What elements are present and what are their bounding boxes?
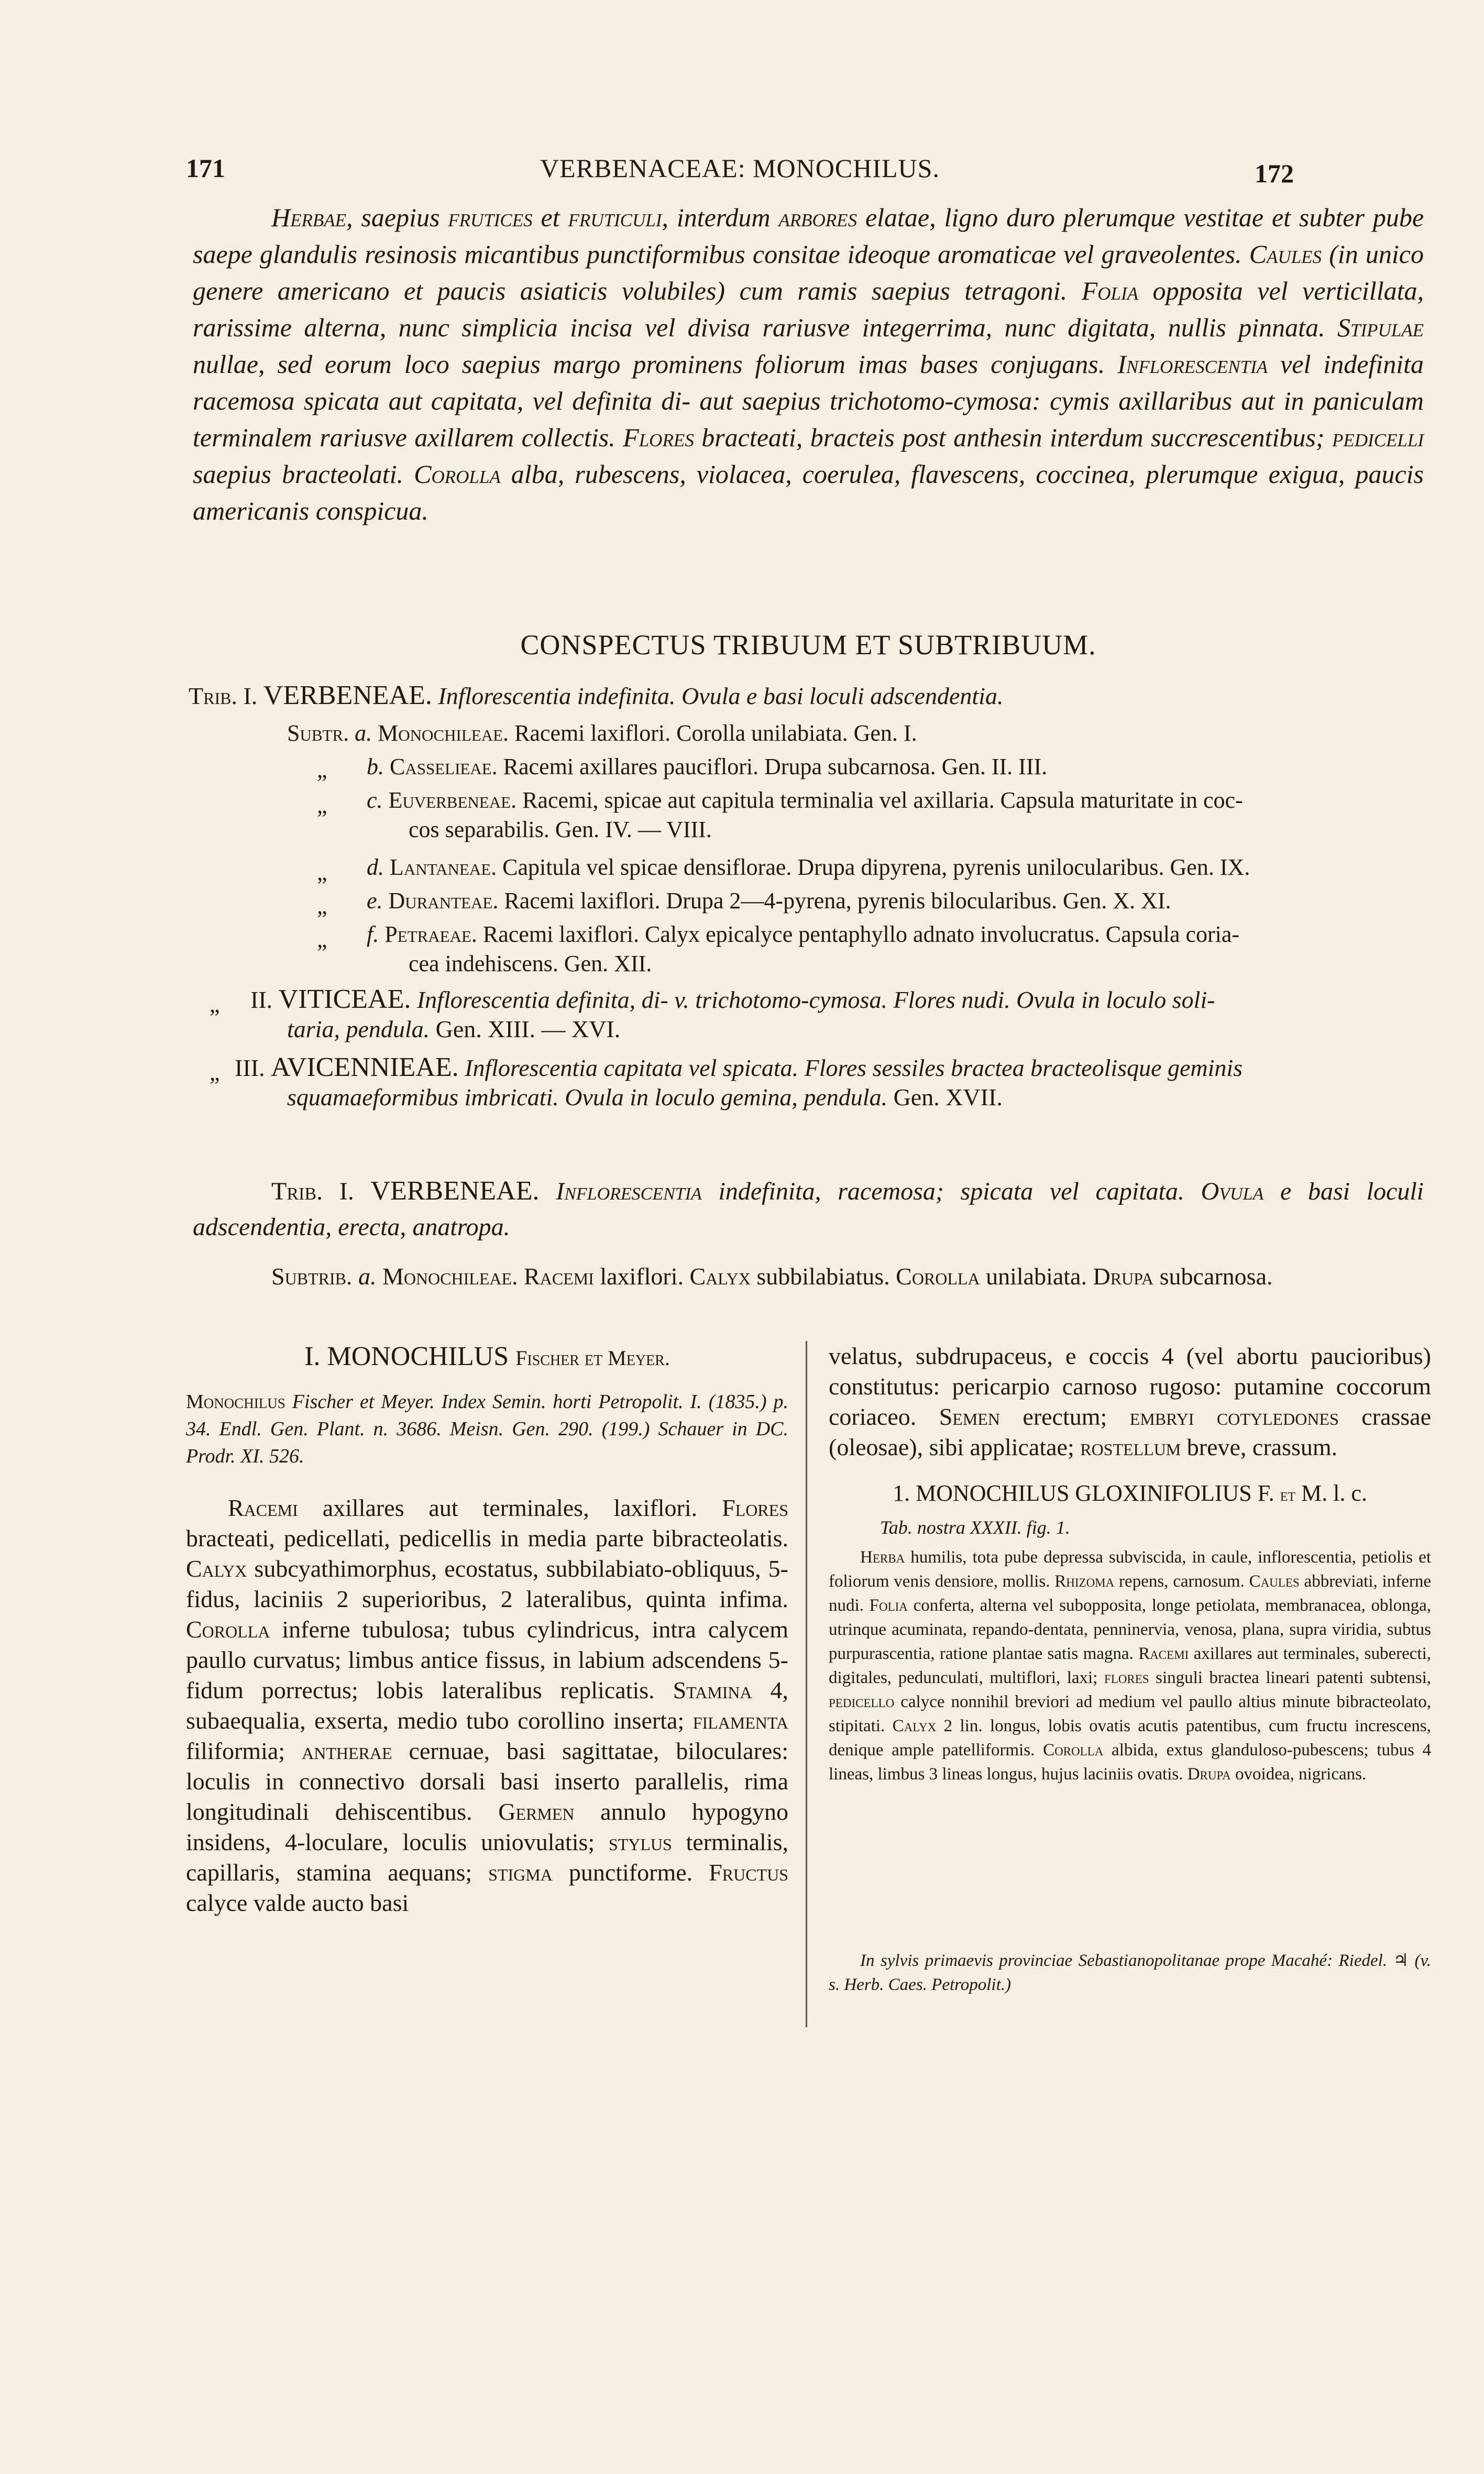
tribe-genera: Gen. XVII. [887,1084,1003,1110]
term: filamenta [692,1707,788,1734]
subtribe-name: Petraeae. [384,921,477,947]
tribe-heading-verbeneae [193,1173,1424,1245]
ditto-mark: „ [210,1060,220,1085]
text: conferta, alterna vel subopposita, longe petiolata, membranacea, oblonga, utrinque acuminata, repando-dentata, penninervia, venosa, plana, supra viridia, subtus purpurascentia, ratione plantae satis magna. [829,1596,1432,1663]
ditto-mark: „ [210,992,220,1017]
genus-authors: Fischer et Meyer. [515,1346,670,1370]
subtribe-text: Racemi axillares pauciflori. Drupa subcarnosa. Gen. II. III. [503,754,1048,779]
conspectus-title: CONSPECTUS TRIBUUM ET SUBTRIBUUM. [520,629,1096,661]
letter: d. [367,854,384,880]
text: subbilabiatus. [750,1263,896,1290]
species-heading [829,1480,1431,1507]
text: ovoidea, nigricans. [1230,1765,1367,1784]
letter: b. [367,754,384,779]
plate-reference: Tab. nostra XXXII. fig. 1. [880,1517,1070,1538]
text: punctiforme. [552,1859,709,1886]
text: (in unico genere americano et paucis asiaticis volubiles) cum ramis saepius tetragoni. [193,239,1424,305]
column-divider [806,1341,807,2027]
text: elatae, ligno duro plerumque vestitae et subter pube saepe glandulis resinosis micantibus punctiformibus consitae ideoque aromaticae vel graveolentes. [193,203,1424,269]
tribe-text: squamaeformibus imbricati. Ovula in loculo gemina, pendula. [287,1084,888,1110]
family-description [193,199,1424,529]
species-et: et [1280,1486,1296,1505]
text: cernuae, basi sagittatae, biloculares: loculis in connectivo dorsali basi inserto parallelis, rima longitudinali dehiscentibus. [186,1738,788,1825]
ref-name: Monochilus [186,1391,285,1413]
ditto-mark: „ [317,793,327,818]
term: stylus [608,1829,672,1855]
term: stigma [488,1859,553,1886]
text: vel indefinita racemosa spicata aut capitata, vel definita di- aut saepius trichotomo-cymosa: cymis axillaribus aut in paniculam terminalem rariusve axillarem collectis. [193,349,1424,452]
text: albida, extus glanduloso-pubescens; tubus 4 lineas, limbus 3 lineas longus, hujus laciniis ovatis. [829,1741,1431,1784]
text: crassae (oleosae), sibi applicatae; [829,1403,1431,1460]
text: humilis, tota pube depressa subviscida, in caule, inflorescentia, petiolis et foliorum venis densiore, mollis. [829,1548,1431,1591]
subtribe-text: Racemi, spicae aut capitula terminalia vel axillaria. Capsula maturitate in coc- [522,787,1243,813]
term: rostellum [1080,1434,1181,1460]
term: Herba [860,1548,905,1567]
letter: c. [367,787,383,813]
term: Germen [498,1798,575,1825]
label: Subtrib. [271,1263,353,1290]
term-folia: Folia [1081,276,1139,305]
number: III. [235,1054,265,1081]
term: Corolla [1043,1741,1104,1760]
subtribe-text: Capitula vel spicae densiflorae. Drupa dipyrena, pyrenis unilocularibus. Gen. IX. [502,854,1250,880]
tribe-name: VITICEAE. [278,984,411,1014]
term: Calyx [689,1263,751,1290]
text: calyce valde aucto basi [186,1889,409,1916]
term: Inflorescentia [556,1178,702,1205]
conspectus-trib-1 [189,681,1003,711]
term: Ovula [1201,1178,1264,1205]
term: Drupa [1187,1765,1231,1784]
conspectus-subtr-c [367,786,1441,844]
text: unilabiata. [980,1263,1093,1290]
tribe-name: VERBENEAE. [263,680,432,710]
tribe-text: Inflorescentia capitata vel spicata. Flores sessiles bractea bracteolisque geminis [465,1054,1243,1081]
subtribe-text: Racemi laxiflori. Corolla unilabiata. Gen. I. [514,720,917,746]
term: Corolla [186,1616,270,1643]
text: interdum [668,203,779,232]
genus-references [186,1388,788,1470]
tribe-text: Inflorescentia definita, di- v. trichotomo-cymosa. Flores nudi. Ovula in loculo soli- [416,986,1215,1013]
label: Trib. I. [271,1178,354,1205]
text: opposita vel verticillata, rarissime alterna, nunc simplicia incisa vel divisa rariusve integerrima, nunc digitata, nullis pinnata. [193,276,1424,342]
term: Corolla [896,1263,980,1290]
letter: a. [358,1263,377,1290]
text: bracteati, pedicellati, pedicellis in media parte bibracteolatis. [186,1525,788,1552]
term: Rhizoma [1054,1572,1115,1591]
text: indefinita, racemosa; spicata vel capitata. [701,1178,1201,1205]
subtribe-text: cea indehiscens. Gen. XII. [409,951,652,976]
term-corolla: Corolla [414,459,501,489]
term: Caules [1249,1572,1300,1591]
ditto-mark: „ [317,893,327,919]
subtribe-name: Euverbeneae. [388,787,517,813]
tribe-text: taria, pendula. [287,1016,430,1042]
term: Racemi [1138,1644,1189,1663]
subtribe-name: Casselieae. [390,754,498,779]
term-fruticuli: fruticuli, [568,203,668,232]
term: Fructus [709,1859,788,1886]
tribe-name: VERBENEAE. [370,1176,540,1206]
text: repens, carnosum. [1114,1572,1249,1591]
genus-heading [186,1341,788,1372]
term: flores [1104,1668,1149,1687]
term: Stamina [673,1677,752,1703]
text: et [532,203,568,232]
ref-text: Fischer et Meyer. Index Semin. horti Petropolit. I. (1835.) p. 34. Endl. Gen. Plant. n. 3686. Meisn. Gen. 290. (199.) Schauer in DC. Prodr. XI. 526. [186,1391,788,1467]
term: Flores [722,1494,788,1521]
text: bracteati, bracteis post anthesin interdum succrescentibus; [694,423,1332,452]
subtribe-name: Monochileae. [382,1263,518,1290]
tribe-name: AVICENNIEAE. [270,1052,459,1082]
text: 2 lin. longus, lobis ovatis acutis patentibus, cum fructu increscens, denique ample patelliformis. [829,1717,1432,1760]
species-locality: In sylvis primaevis provinciae Sebastianopolitanae prope Macahé: Riedel. ♃ (v. s. Herb. Caes. Petropolit.) [829,1951,1431,1994]
text: saepius [353,203,448,232]
species-description [829,1545,1431,1786]
term: Semen [939,1403,1000,1430]
text: axillares aut terminales, suberecti, digitales, pedunculati, multiflori, laxi; [829,1644,1431,1687]
term: Folia [869,1596,908,1615]
subtribe-text: cos separabilis. Gen. IV. — VIII. [409,817,712,842]
subtribe-heading-monochileae [271,1262,1434,1290]
conspectus-trib-3 [235,1053,1445,1112]
conspectus-subtr-b [367,752,1047,782]
letter: f. [367,921,379,947]
term-herbae: Herbae, [271,203,353,232]
text: breve, crassum. [1181,1434,1338,1460]
letter: e. [367,888,383,914]
text: inferne tubulosa; tubus cylindricus, intra calycem paullo curvatus; limbus antice fissus, in labium adscendens 5-fidum porrectus; lobis lateralibus replicatis. [186,1616,788,1703]
letter: a. [355,720,372,746]
number: II. [250,986,273,1013]
ditto-mark: „ [317,757,327,783]
label: Trib. [189,683,237,709]
term: Calyx [892,1717,937,1735]
running-title: VERBENACEAE: MONOCHILUS. [540,153,940,183]
term: Racemi [524,1263,594,1290]
genus-description-continued [829,1341,1431,1463]
conspectus-subtr-f [367,920,1441,978]
term: pedicello [829,1692,895,1711]
text: erectum; [999,1403,1130,1430]
text: subcyathimorphus, ecostatus, subbilabiato-obliquus, 5-fidus, laciniis 2 superioribus, 2 lateralibus, quinta infima. [186,1555,788,1612]
conspectus-trib-2 [250,985,1445,1044]
text: 4, subaequalia, exserta, medio tubo corollino inserta; [186,1677,788,1734]
term: Calyx [186,1555,247,1582]
text: velatus, subdrupaceus, e coccis 4 (vel abortu paucioribus) constitutus: pericarpio carnoso rugoso: putamine coccorum coriaceo. [829,1343,1431,1430]
subtribe-text: Racemi laxiflori. Drupa 2—4-pyrena, pyrenis bilocularibus. Gen. X. XI. [504,888,1171,914]
text: filiformia; [186,1738,302,1764]
tribe-text: Inflorescentia indefinita. Ovula e basi loculi adscendentia. [438,683,1004,709]
species-name: 1. MONOCHILUS GLOXINIFOLIUS F. [893,1480,1274,1506]
tribe-genera: Gen. XIII. — XVI. [430,1016,621,1042]
right-page-number: 172 [1255,159,1294,188]
text: subcarnosa. [1153,1263,1273,1290]
term-pedicelli: pedicelli [1332,423,1424,452]
text: e basi loculi adscendentia, erecta, anatropa. [193,1178,1424,1241]
term: antherae [302,1738,392,1764]
ditto-mark: „ [317,860,327,885]
term: Racemi [228,1494,298,1521]
term-caules: Caules [1249,239,1322,269]
left-page-number: 171 [186,153,225,183]
number: I. [243,683,258,709]
genus-description [186,1493,788,1918]
term-flores: Flores [623,423,694,452]
text: terminalis, capillaris, stamina aequans; [186,1829,788,1886]
text: singuli bractea lineari patenti subtensi, [1149,1668,1431,1687]
subtribe-text: Racemi laxiflori. Calyx epicalyce pentaphyllo adnato involucratus. Capsula coria- [482,921,1240,947]
genus-name: I. MONOCHILUS [304,1342,509,1371]
text: abbreviati, inferne nudi. [829,1572,1431,1615]
term-inflorescentia: Inflorescentia [1117,349,1268,379]
text: saepius bracteolati. [193,459,414,489]
subtribe-name: Monochileae. [378,720,509,746]
term: Drupa [1093,1263,1154,1290]
species-authors: M. l. c. [1295,1480,1367,1506]
conspectus-subtr-e [367,886,1171,916]
term-stipulae: Stipulae [1337,313,1424,342]
running-header [186,153,1294,195]
term-frutices: frutices [448,203,533,232]
text: annulo hypogyno insidens, 4-loculare, loculis uniovulatis; [186,1798,788,1855]
text: nullae, sed eorum loco saepius margo prominens foliorum imas bases conjugans. [193,349,1118,379]
text: alba, rubescens, violacea, coerulea, flavescens, coccinea, plerumque exigua, paucis americanis conspicua. [193,459,1424,525]
term: embryi cotyledones [1129,1403,1339,1430]
label: Subtr. [287,720,349,746]
conspectus-subtr-a [287,719,917,748]
conspectus-subtr-d [367,853,1250,882]
text: axillares aut terminales, laxiflori. [298,1494,722,1521]
ditto-mark: „ [317,927,327,952]
text: laxiflori. [593,1263,690,1290]
text: calyce nonnihil breviori ad medium vel paullo altius minute bibracteolato, stipitati. [829,1692,1431,1735]
term-arbores: arbores [778,203,858,232]
subtribe-name: Lantaneae. [390,854,497,880]
subtribe-name: Duranteae. [388,888,499,914]
